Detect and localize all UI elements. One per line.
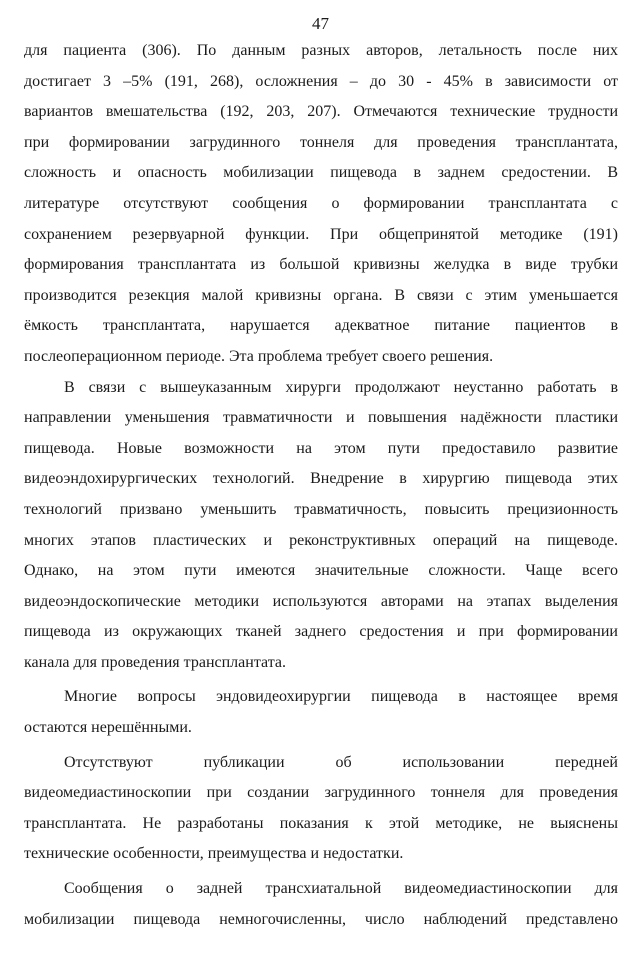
text-line: пищевода из окружающих тканей заднего средостения и при формировании — [24, 623, 618, 641]
text-line: канала для проведения трансплантата. — [24, 653, 286, 671]
text-line: формирования трансплантата из большой кривизны желудка в виде трубки — [24, 256, 618, 274]
body-text — [24, 36, 618, 935]
text-line: мобилизации пищевода немногочисленны, число наблюдений представлено — [24, 910, 618, 928]
text-line: пищевода. Новые возможности на этом пути предоставило развитие — [24, 439, 618, 457]
text-line: видеоэндоскопические методики используются авторами на этапах выделения — [24, 592, 618, 610]
text-line: ёмкость трансплантата, нарушается адекватное питание пациентов в — [24, 317, 618, 335]
text-line: технологий призвано уменьшить травматичность, повысить прецизионность — [24, 500, 618, 518]
text-line: вариантов вмешательства (192, 203, 207). Отмечаются технические трудности — [24, 103, 618, 121]
text-line: многих этапов пластических и реконструктивных операций на пищеводе. — [24, 531, 618, 549]
page-number: 47 — [312, 14, 329, 33]
text-line: трансплантата. Не разработаны показания к этой методике, не выяснены — [24, 814, 618, 832]
text-line: Сообщения о задней трансхиатальной видеомедиастиноскопии для — [64, 880, 618, 898]
text-line: сложность и опасность мобилизации пищевода в заднем средостении. В — [24, 164, 618, 182]
text-line: сохранением резервуарной функции. При общепринятой методике (191) — [24, 225, 618, 243]
text-line: для пациента (306). По данным разных авторов, летальность после них — [24, 42, 618, 59]
text-line: Многие вопросы эндовидеохирургии пищевода в настоящее время — [64, 688, 618, 706]
text-line: послеоперационном периоде. Эта проблема требует своего решения. — [24, 347, 494, 365]
text-line: литературе отсутствуют сообщения о формировании трансплантата с — [24, 194, 618, 212]
text-line: технические особенности, преимущества и недостатки. — [24, 845, 404, 863]
text-line: при формировании загрудинного тоннеля для проведения трансплантата, — [24, 133, 618, 151]
text-line: видеоэндохирургических технологий. Внедрение в хирургию пищевода этих — [24, 470, 618, 488]
text-line: остаются нерешёнными. — [24, 719, 192, 737]
text-line: видеомедиастиноскопии при создании загрудинного тоннеля для проведения — [24, 784, 618, 802]
text-line: направлении уменьшения травматичности и повышения надёжности пластики — [24, 409, 618, 427]
text-line: достигает 3 –5% (191, 268), осложнения – до 30 - 45% в зависимости от — [24, 72, 618, 90]
text-line: В связи с вышеуказанным хирурги продолжают неустанно работать в — [64, 378, 618, 396]
text-line: Однако, на этом пути имеются значительные сложности. Чаще всего — [24, 562, 618, 580]
text-line: производится резекция малой кривизны органа. В связи с этим уменьшается — [24, 286, 618, 304]
text-line: Отсутствуют публикации об использовании передней — [64, 753, 618, 771]
